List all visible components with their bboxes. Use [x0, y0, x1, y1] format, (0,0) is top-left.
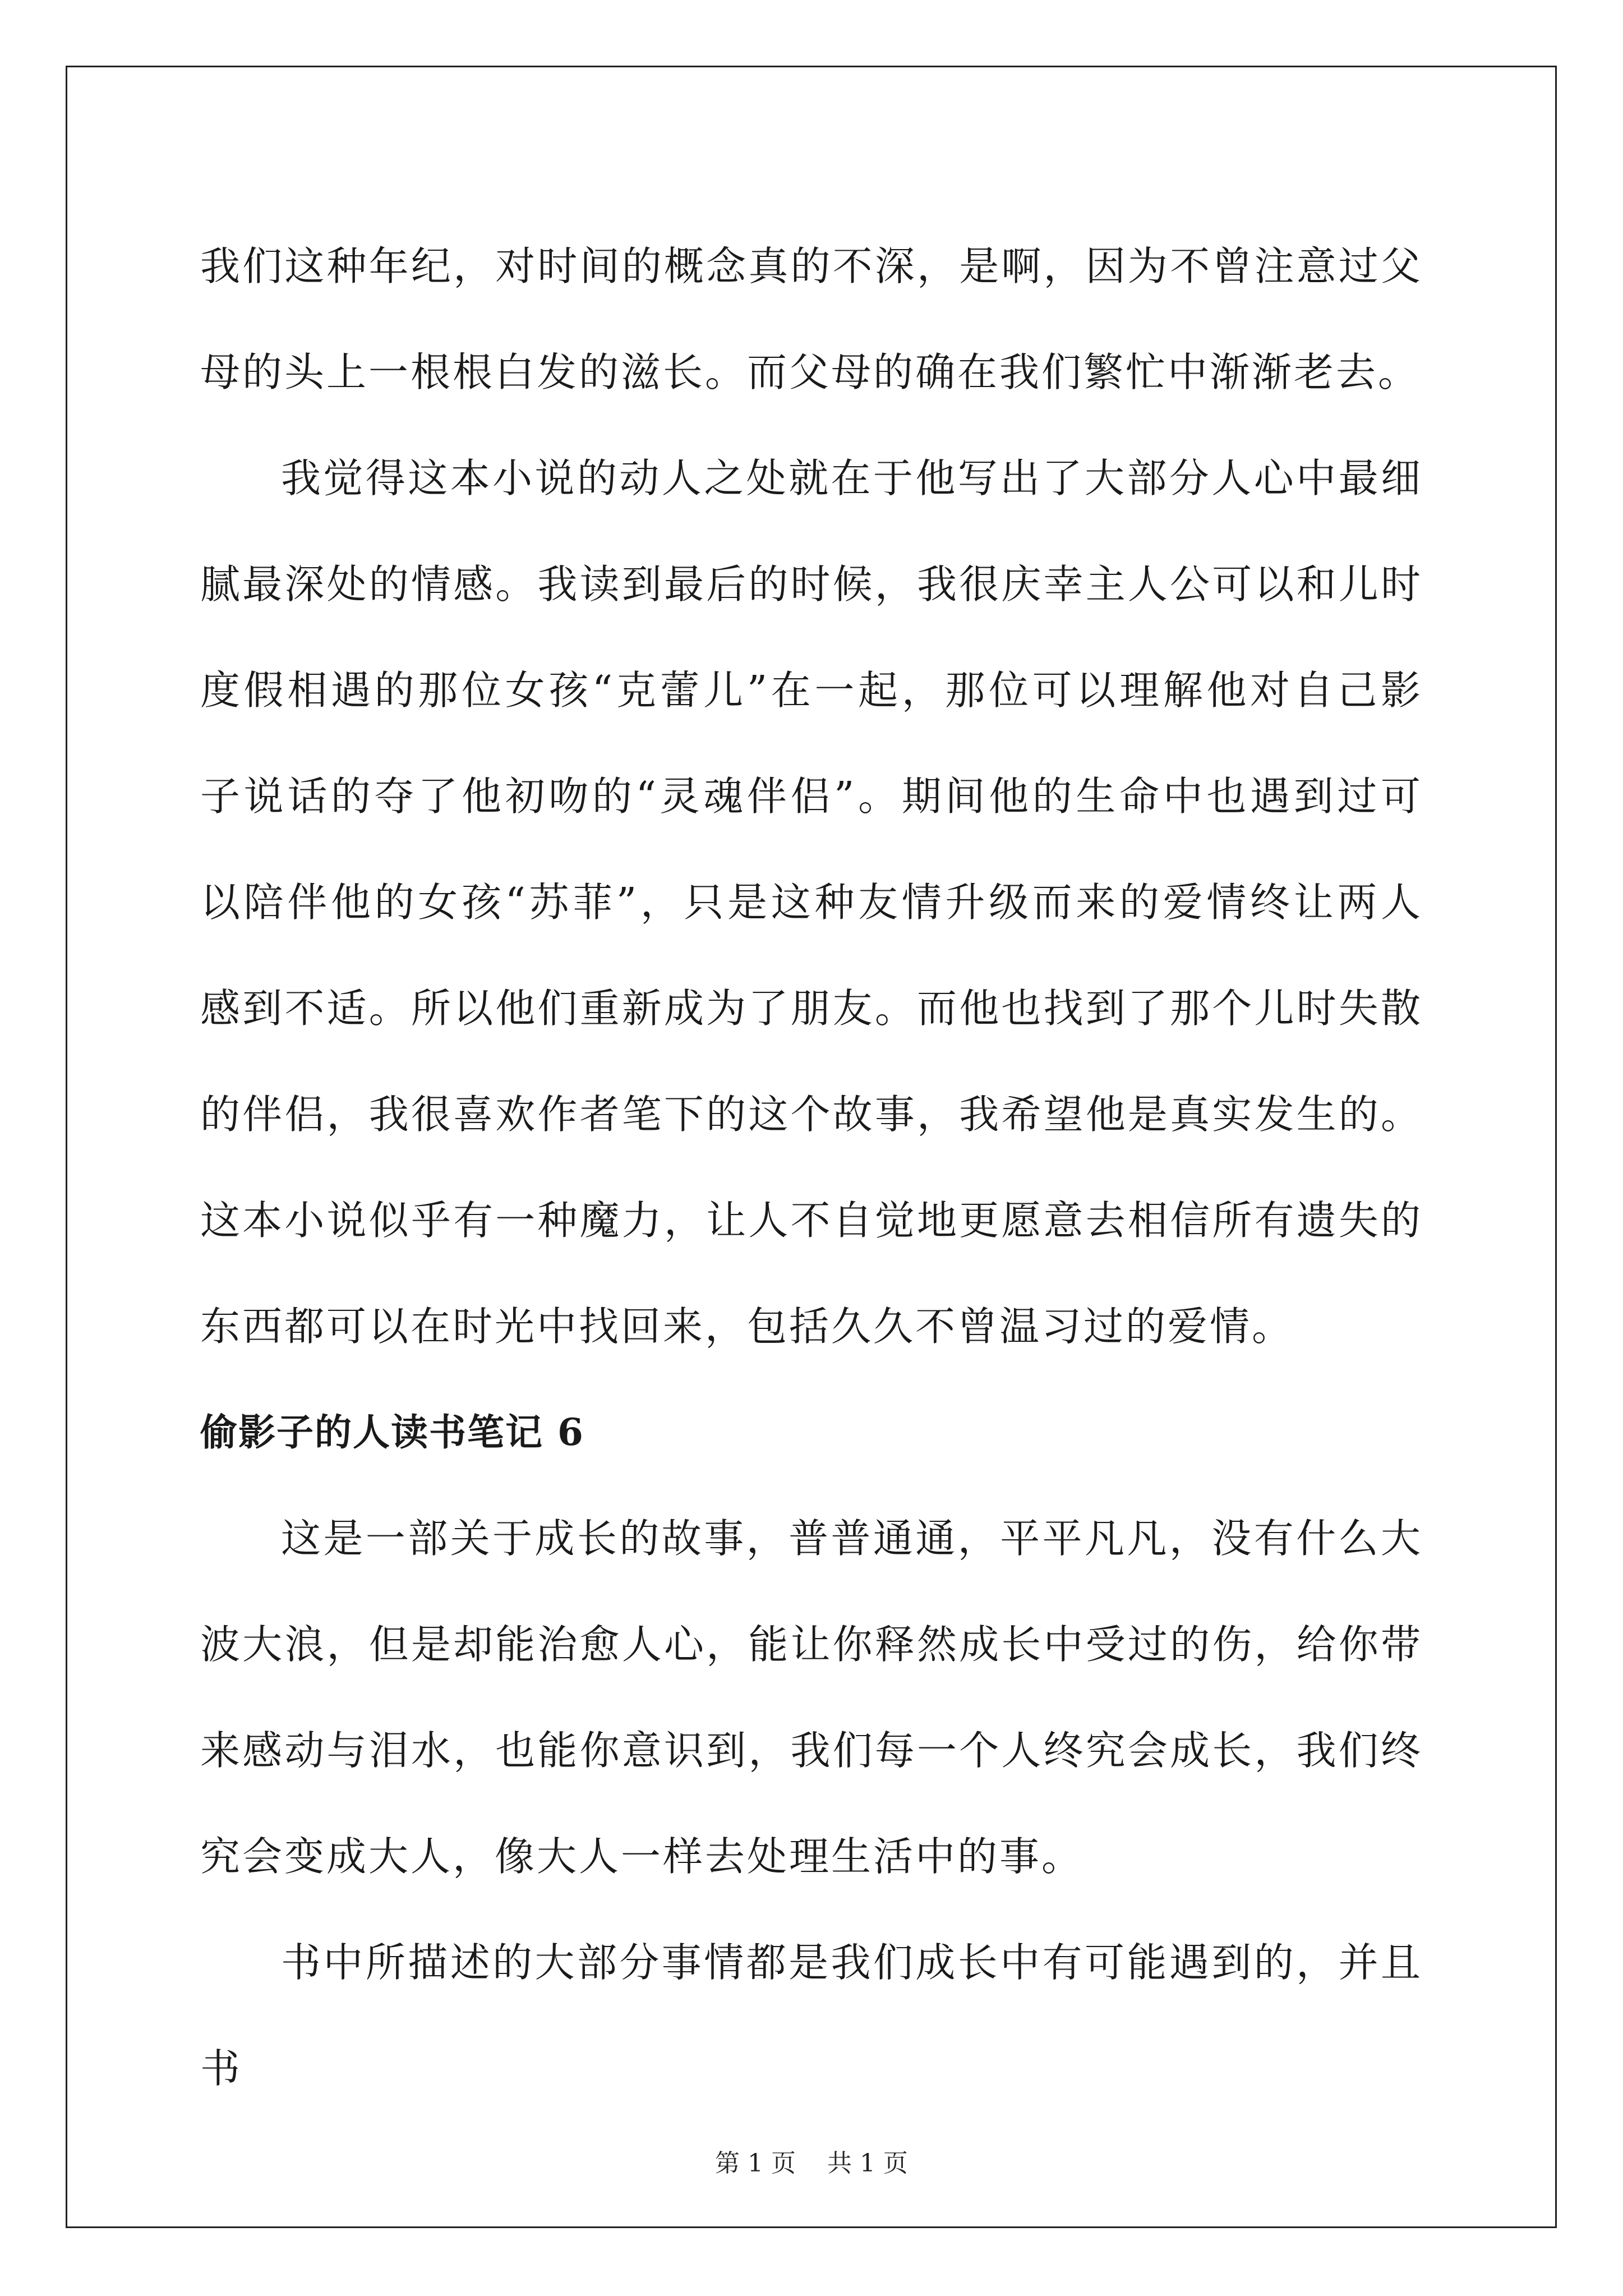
- paragraph: 这是一部关于成长的故事，普普通通，平平凡凡，没有什么大波大浪，但是却能治愈人心，能让你释然成长中受过的伤，给你带来感动与泪水，也能你意识到，我们每一个人终究会成长，我们终究会变成大人，像大人一样去处理生活中的事。: [200, 1515, 1423, 1880]
- paragraph: 我们这种年纪，对时间的概念真的不深，是啊，因为不曾注意过父母的头上一根根白发的滋长。而父母的确在我们繁忙中渐渐老去。: [200, 243, 1423, 395]
- paragraph: 书中所描述的大部分事情都是我们成长中有可能遇到的，并且书: [200, 1939, 1423, 2092]
- section-title: 偷影子的人读书笔记 6: [200, 1410, 584, 1454]
- page-footer: 第 1 页 共 1 页: [715, 2149, 908, 2178]
- paragraph: 我觉得这本小说的动人之处就在于他写出了大部分人心中最细腻最深处的情感。我读到最后的时候，我很庆幸主人公可以和儿时度假相遇的那位女孩“克蕾儿”在一起，那位可以理解他对自己影子说话的夺了他初吻的“灵魂伴侣”。期间他的生命中也遇到过可以陪伴他的女孩“苏菲”，只是这种友情升级而来的爱情终让两人感到不适。所以他们重新成为了朋友。而他也找到了那个儿时失散的伴侣，我很喜欢作者笔下的这个故事，我希望他是真实发生的。这本小说似乎有一种魔力，让人不自觉地更愿意去相信所有遗失的东西都可以在时光中找回来，包括久久不曾温习过的爱情。: [200, 455, 1423, 1350]
- document-body: [200, 213, 1423, 2122]
